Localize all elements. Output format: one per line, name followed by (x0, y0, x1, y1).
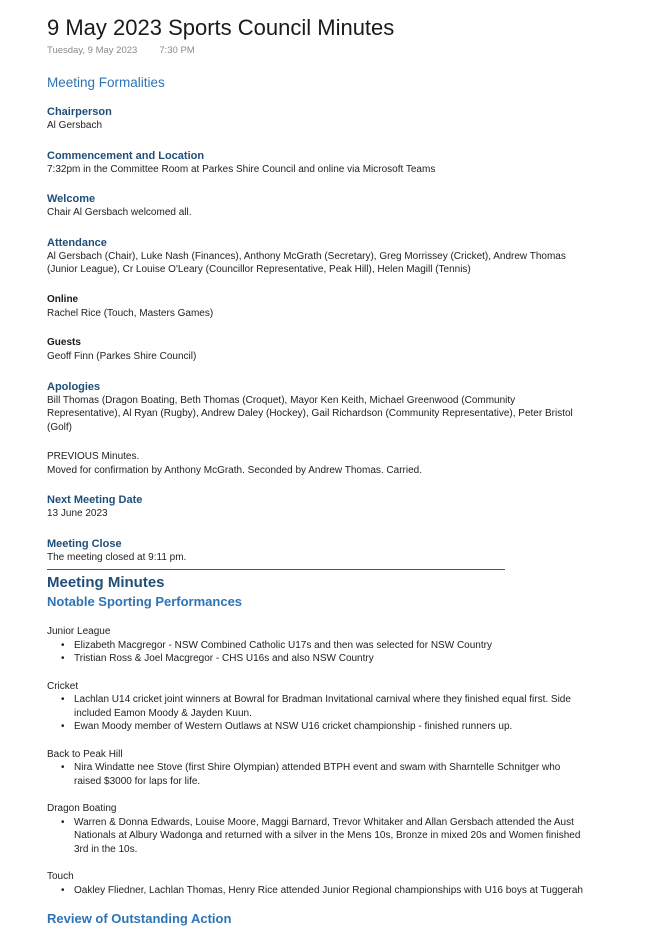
bullet-icon: • (61, 884, 65, 896)
bullet-icon: • (61, 762, 65, 773)
apologies-line: (Golf) (47, 421, 72, 433)
guests-value: Geoff Finn (Parkes Shire Council) (47, 351, 197, 362)
apologies-line: Representative), Al Ryan (Rugby), Andrew Daley (Hockey), Gail Richardson (Community Representative), Peter Bristol (47, 408, 573, 419)
list-item: • Warren & Donna Edwards, Louise Moore, Maggi Barnard, Trevor Whitaker and Allan Gersbach attended the Aust Nationals at Albury Wadonga and returned with a silver in the Mens 10s, Bronze in mixed 20s and Women finished 3rd in the 10s. (61, 816, 581, 855)
meeting-date: Tuesday, 9 May 2023 (47, 45, 138, 56)
apologies-block (47, 380, 625, 435)
apologies-label: Apologies (47, 380, 101, 393)
attendance-label: Attendance (47, 236, 107, 249)
chairperson-label: Chairperson (47, 106, 112, 118)
section-divider (47, 569, 505, 570)
category-peak-hill: Back to Peak Hill (47, 748, 123, 760)
previous-minutes-line: Moved for confirmation by Anthony McGrath. Seconded by Andrew Thomas. Carried. (47, 464, 422, 476)
commencement-block (47, 149, 625, 177)
category-touch: Touch (47, 871, 74, 882)
meeting-close-value: The meeting closed at 9:11 pm. (47, 551, 187, 563)
meeting-close-block (47, 537, 625, 565)
junior-league-list (47, 639, 625, 666)
category-cricket: Cricket (47, 680, 79, 692)
list-item: • Oakley Fliedner, Lachlan Thomas, Henry Rice attended Junior Regional championships with U16 boys at Tuggerah (61, 884, 583, 896)
welcome-block (47, 192, 625, 220)
commencement-value: 7:32pm in the Committee Room at Parkes Shire Council and online via Microsoft Teams (47, 163, 436, 175)
review-heading: Review of Outstanding Action (47, 911, 232, 926)
category-junior-league: Junior League (47, 626, 111, 637)
attendance-line: (Junior League), Cr Louise O'Leary (Councillor Representative, Peak Hill), Helen Magill (Tennis) (47, 264, 471, 275)
minutes-heading: Meeting Minutes (47, 574, 165, 591)
guests-block (47, 336, 625, 364)
bullet-icon: • (61, 816, 65, 828)
list-item: • Ewan Moody member of Western Outlaws at NSW U16 cricket championship - finished runners up. (61, 721, 513, 732)
performances-heading: Notable Sporting Performances (47, 594, 243, 609)
next-meeting-value: 13 June 2023 (47, 508, 108, 519)
previous-minutes-line: PREVIOUS Minutes. (47, 451, 140, 462)
bullet-icon: • (61, 694, 65, 705)
touch-list (47, 884, 625, 898)
cricket-list (47, 693, 625, 734)
apologies-line: Bill Thomas (Dragon Boating, Beth Thomas (Croquet), Mayor Ken Keith, Michael Greenwood (Community (47, 394, 516, 406)
attendance-line: Al Gersbach (Chair), Luke Nash (Finances), Anthony McGrath (Secretary), Greg Morrissey (Cricket), Andrew Thomas (47, 250, 566, 262)
bullet-icon: • (61, 639, 65, 651)
bullet-icon: • (61, 653, 65, 664)
list-item: • Tristian Ross & Joel Macgregor - CHS U16s and also NSW Country (61, 653, 374, 664)
next-meeting-label: Next Meeting Date (47, 494, 143, 506)
previous-minutes-block (47, 450, 625, 477)
category-dragon-boating: Dragon Boating (47, 803, 117, 814)
next-meeting-block (47, 493, 625, 521)
welcome-label: Welcome (47, 193, 96, 205)
attendance-block (47, 236, 625, 277)
list-item: • Lachlan U14 cricket joint winners at Bowral for Bradman Invitational carnival where they finished equal first. Side included Eamon Moody & Jayden Kuun. (61, 694, 571, 719)
formalities-heading: Meeting Formalities (47, 75, 165, 90)
meeting-time: 7:30 PM (159, 45, 195, 56)
online-label: Online (47, 293, 79, 305)
chairperson-value: Al Gersbach (47, 120, 103, 131)
online-block (47, 293, 625, 321)
commencement-label: Commencement and Location (47, 149, 205, 162)
dragon-boating-list (47, 816, 625, 857)
guests-label: Guests (47, 337, 81, 348)
list-item: • Nira Windatte nee Stove (first Shire Olympian) attended BTPH event and swam with Sharntelle Schnitger who raised $3000 for laps for life. (61, 762, 561, 787)
meeting-close-label: Meeting Close (47, 537, 122, 550)
welcome-value: Chair Al Gersbach welcomed all. (47, 207, 192, 218)
online-value: Rachel Rice (Touch, Masters Games) (47, 307, 214, 319)
chairperson-block (47, 105, 625, 133)
list-item: • Elizabeth Macgregor - NSW Combined Catholic U17s and then was selected for NSW Country (61, 639, 492, 651)
meeting-meta (47, 45, 625, 56)
page-title: 9 May 2023 Sports Council Minutes (47, 15, 395, 40)
peak-hill-list (47, 761, 625, 788)
bullet-icon: • (61, 721, 65, 732)
